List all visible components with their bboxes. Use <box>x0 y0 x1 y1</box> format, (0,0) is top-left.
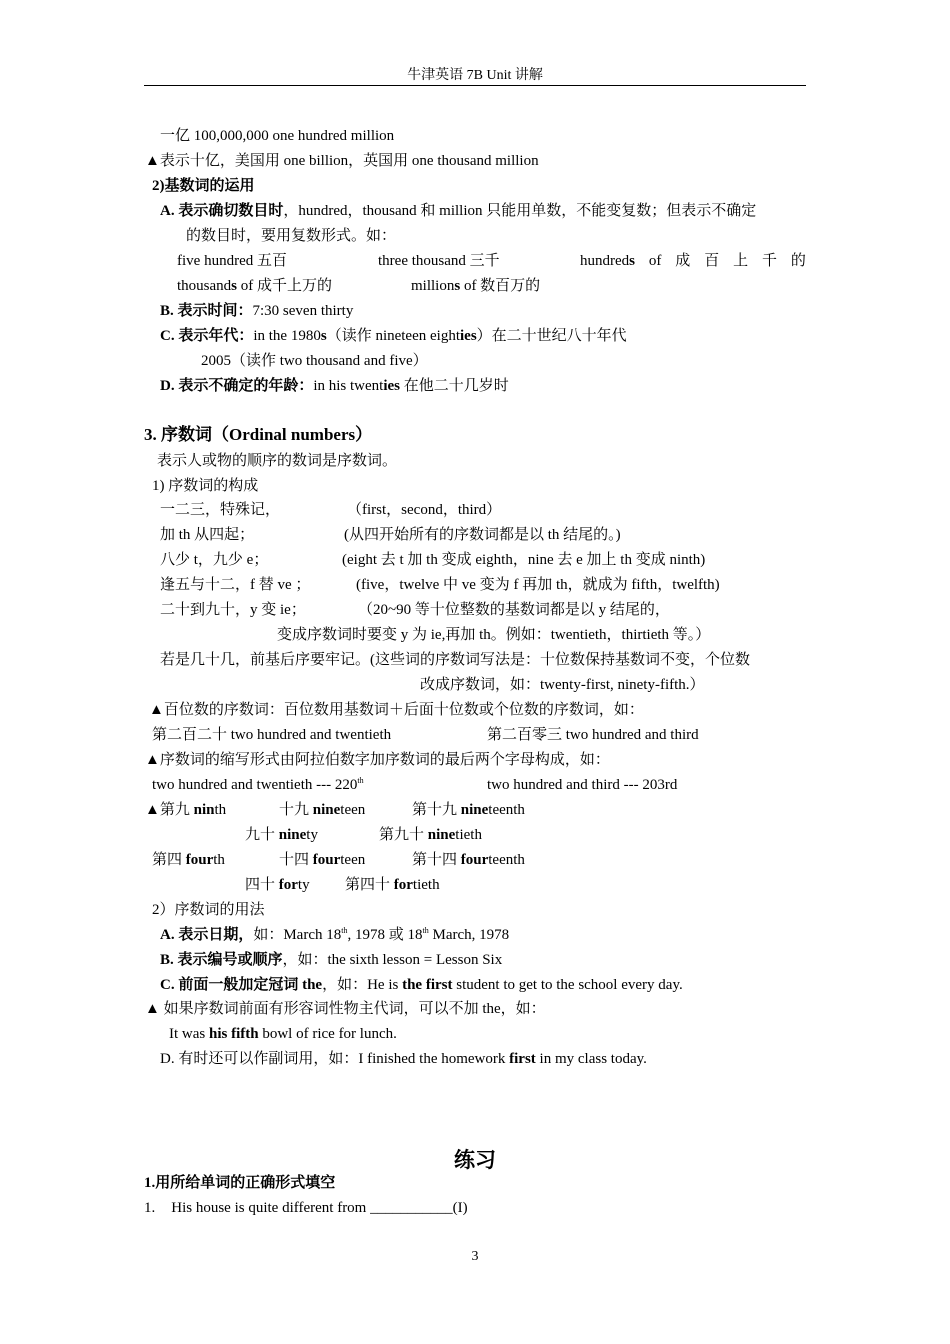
rhyme-line: 若是几十几，前基后序要牢记。(这些词的序数词写法是：十位数保持基数词不变，个位数 <box>160 652 750 668</box>
text-line: 第二百零三 two hundred and third <box>487 727 699 743</box>
question-text: His house is quite different from ___________(I) <box>171 1200 468 1216</box>
exercise-title: 练习 <box>454 1148 496 1172</box>
exercise-question <box>144 1198 468 1218</box>
word-pair: 四十 forty <box>245 877 310 893</box>
text-line: C. 表示年代：in the 1980s（读作 nineteen eighties）在二十世纪八十年代 <box>160 328 627 344</box>
subheading: 2）序数词的用法 <box>152 902 265 918</box>
subheading: 2)基数词的运用 <box>152 178 255 194</box>
text-line: A. 表示日期，如：March 18th, 1978 或 18th March, 1978 <box>160 926 510 943</box>
page-header: 牛津英语 7B Unit 讲解 <box>407 68 543 83</box>
text-line: It was his fifth bowl of rice for lunch. <box>169 1026 397 1042</box>
word-pair: 十四 fourteen <box>279 852 366 868</box>
rhyme-line: 一二三，特殊记， <box>160 502 281 518</box>
text-line: millions of 数百万的 <box>411 278 541 294</box>
question-number: 1. <box>144 1200 156 1216</box>
text-line: D. 表示不确定的年龄：in his twenties 在他二十几岁时 <box>160 378 509 394</box>
header-divider <box>144 85 806 86</box>
text-line: two hundred and twentieth --- 220th <box>152 776 364 793</box>
rhyme-note: (从四开始所有的序数词都是以 th 结尾的。) <box>344 527 621 543</box>
word-pair: 第九十 ninetieth <box>379 827 482 843</box>
subheading: 1) 序数词的构成 <box>152 478 259 494</box>
text-line: ▲百位数的序数词：百位数用基数词＋后面十位数或个位数的序数词，如： <box>149 702 644 718</box>
text-line: 第二百二十 two hundred and twentieth <box>152 727 392 743</box>
rhyme-note: （first，second，third） <box>347 502 502 518</box>
text-line: 一亿 100,000,000 one hundred million <box>160 128 395 144</box>
text-line: two hundred and third --- 203rd <box>487 777 678 793</box>
rhyme-line: 二十到九十，y 变 ie； <box>160 602 306 618</box>
text-line: 2005（读作 two thousand and five） <box>201 353 428 369</box>
text-line: 的数目时，要用复数形式。如： <box>186 228 397 244</box>
rhyme-note: (eight 去 t 加 th 变成 eighth，nine 去 e 加上 th 变成 ninth) <box>342 552 706 568</box>
text-line: C. 前面一般加定冠词 the，如：He is the first student to get to the school every day. <box>160 977 683 993</box>
word-pair: 第十九 nineteenth <box>412 802 525 818</box>
rhyme-line: 逢五与十二，f 替 ve ； <box>160 577 311 593</box>
word-pair: 第四十 fortieth <box>345 877 440 893</box>
text-line: B. 表示编号或顺序，如：the sixth lesson = Lesson Six <box>160 952 503 968</box>
rhyme-note: （20~90 等十位整数的基数词都是以 y 结尾的， <box>358 602 670 618</box>
text-line: B. 表示时间：7:30 seven thirty <box>160 303 354 319</box>
rhyme-line: 加 th 从四起； <box>160 527 255 543</box>
text-line: thousands of 成千上万的 <box>177 278 333 294</box>
exercise-section-heading: 1.用所给单词的正确形式填空 <box>144 1175 336 1191</box>
text-line: D. 有时还可以作副词用，如：I finished the homework first in my class today. <box>160 1051 647 1067</box>
text-line: ▲序数词的缩写形式由阿拉伯数字加序数词的最后两个字母构成，如： <box>145 752 610 768</box>
section-heading: 3. 序数词（Ordinal numbers） <box>144 425 373 444</box>
page-number: 3 <box>471 1249 479 1264</box>
rhyme-note: (five，twelve 中 ve 变为 f 再加 th，就成为 fifth，twelfth) <box>356 577 720 593</box>
word-pair: 九十 ninety <box>245 827 318 843</box>
text-line: 表示人或物的顺序的数词是序数词。 <box>157 453 398 469</box>
rhyme-line: 八少 t，九少 e； <box>160 552 269 568</box>
text-line: hundreds of 成 百 上 千 的 <box>580 253 806 269</box>
rhyme-note: 改成序数词，如：twenty-first, ninety-fifth.） <box>420 677 705 693</box>
rhyme-note: 变成序数词时要变 y 为 ie,再加 th。例如：twentieth，thirtieth 等。） <box>277 627 711 643</box>
text-line: three thousand 三千 <box>378 253 500 269</box>
word-pair: ▲第九 ninth <box>145 802 227 818</box>
text-line: ▲表示十亿，美国用 one billion，英国用 one thousand million <box>145 153 539 169</box>
word-pair: 第十四 fourteenth <box>412 852 525 868</box>
word-pair: 第四 fourth <box>152 852 225 868</box>
text-line: ▲ 如果序数词前面有形容词性物主代词，可以不加 the，如： <box>145 1001 546 1017</box>
text-line: five hundred 五百 <box>177 253 287 269</box>
word-pair: 十九 nineteen <box>279 802 366 818</box>
text-line: A. 表示确切数目时，hundred，thousand 和 million 只能用单数，不能变复数；但表示不确定 <box>160 203 757 219</box>
